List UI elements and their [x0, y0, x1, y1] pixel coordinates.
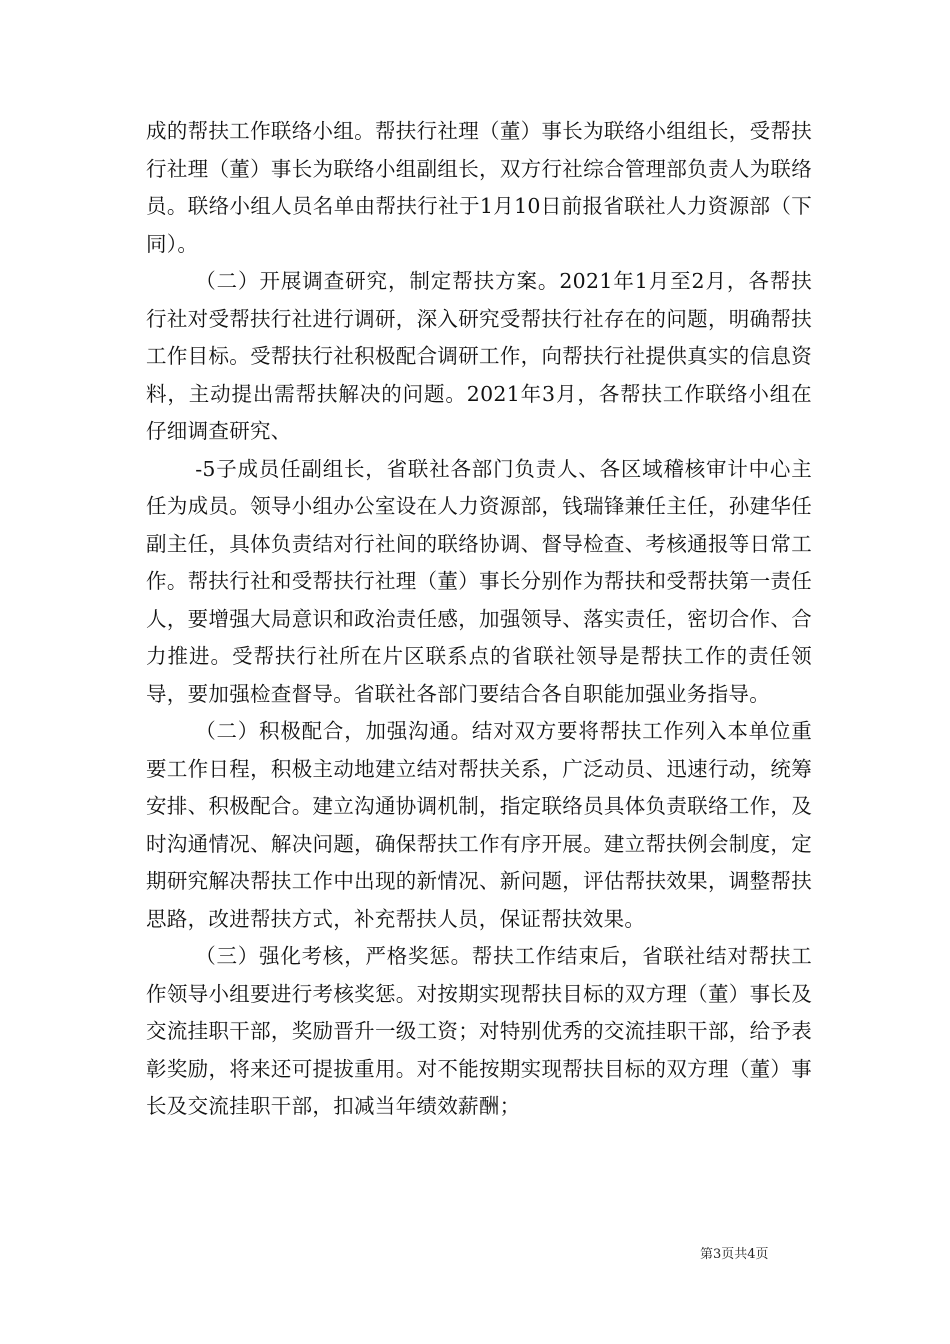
paragraph-assessment: （三）强化考核，严格奖惩。帮扶工作结束后，省联社结对帮扶工作领导小组要进行考核奖惩。对按期实现帮扶目标的双方理（董）事长及交流挂职干部，奖励晋升一级工资；对特别优秀的交流挂职干部，给予表彰奖励，将来还可提拔重用。对不能按期实现帮扶目标的双方理（董）事长及交流挂职干部，扣减当年绩效薪酬； — [146, 944, 812, 1118]
paragraph-research-plan: （二）开展调查研究，制定帮扶方案。2021年1月至2月，各帮扶行社对受帮扶行社进行调研，深入研究受帮扶行社存在的问题，明确帮扶工作目标。受帮扶行社积极配合调研工作，向帮扶行社提供真实的信息资料，主动提出需帮扶解决的问题。2021年3月，各帮扶工作联络小组在仔细调查研究、 — [146, 269, 812, 443]
paragraph-leadership-group: -5子成员任副组长，省联社各部门负责人、各区域稽核审计中心主任为成员。领导小组办公室设在人力资源部，钱瑞锋兼任主任，孙建华任副主任，具体负责结对行社间的联络协调、督导检查、考核通报等日常工作。帮扶行社和受帮扶行社理（董）事长分别作为帮扶和受帮扶第一责任人，要增强大局意识和政治责任感，加强领导、落实责任，密切合作、合力推进。受帮扶行社所在片区联系点的省联社领导是帮扶工作的责任领导，要加强检查督导。省联社各部门要结合各自职能加强业务指导。 — [146, 456, 812, 706]
paragraph-cooperation: （二）积极配合，加强沟通。结对双方要将帮扶工作列入本单位重要工作日程，积极主动地建立结对帮扶关系，广泛动员、迅速行动，统筹安排、积极配合。建立沟通协调机制，指定联络员具体负责联络工作，及时沟通情况、解决问题，确保帮扶工作有序开展。建立帮扶例会制度，定期研究解决帮扶工作中出现的新情况、新问题，评估帮扶效果，调整帮扶思路，改进帮扶方式，补充帮扶人员，保证帮扶效果。 — [146, 719, 812, 931]
page-number-footer: 第3页共4页 — [700, 1247, 769, 1262]
paragraph-continuation: 成的帮扶工作联络小组。帮扶行社理（董）事长为联络小组组长，受帮扶行社理（董）事长为联络小组副组长，双方行社综合管理部负责人为联络员。联络小组人员名单由帮扶行社于1月10日前报省联社人力资源部（下同）。 — [146, 119, 812, 256]
document-body — [146, 113, 812, 1126]
